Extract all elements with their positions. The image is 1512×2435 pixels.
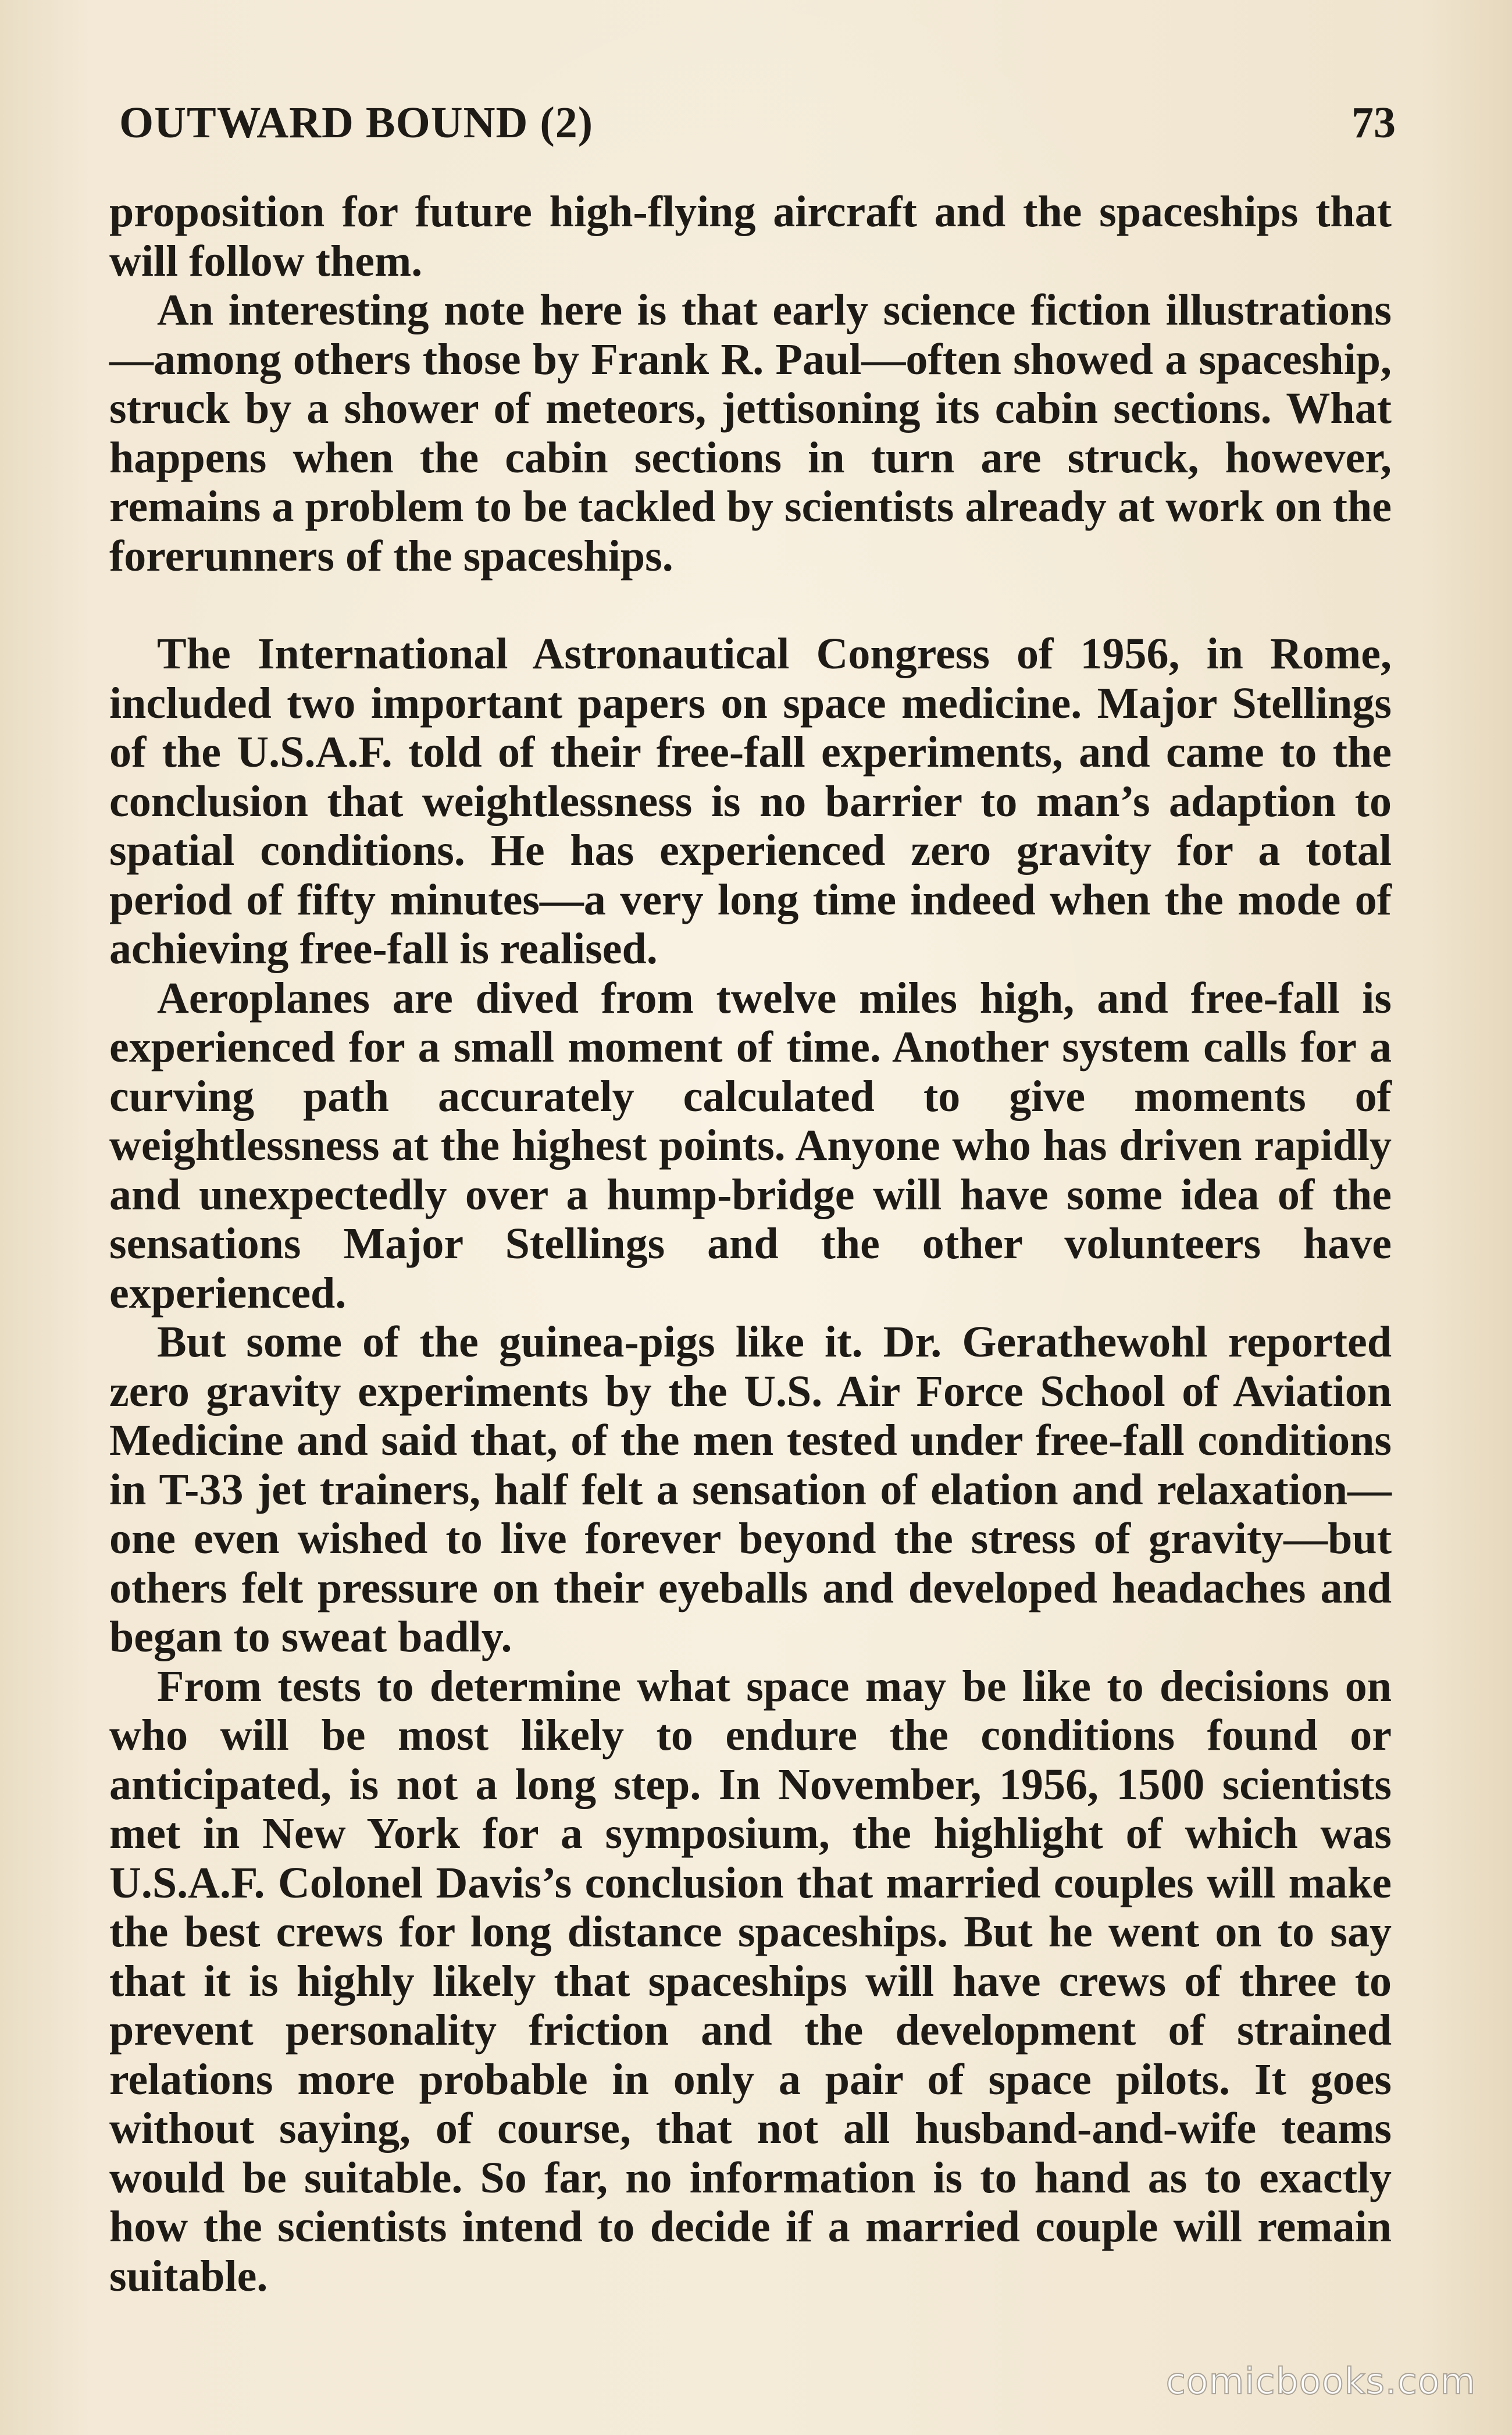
paragraph-5: But some of the guinea-pigs like it. Dr. Gerathewohl reported zero gravity experiments by the U.S. Air Force School of Aviation Medicine and said that, of the men tested under free-fall conditions in T-33 jet trainers, half felt a sensation of elation and relaxation—one even wished to live forever beyond the stress of gravity—but others felt pressure on their eyeballs and developed headaches and began to sweat badly. <box>109 1318 1392 1661</box>
body-text <box>109 187 1392 2301</box>
watermark: comicbooks.com <box>1165 2360 1476 2402</box>
paragraph-2: An interesting note here is that early science fiction illustrations—among others those by Frank R. Paul—often showed a spaceship, struck by a shower of meteors, jettisoning its cabin sections. What happens when the cabin sections in turn are struck, however, remains a problem to be tackled by scientists already at work on the forerunners of the spaceships. <box>109 286 1392 581</box>
paragraph-3: The International Astronautical Congress of 1956, in Rome, included two important papers on space medicine. Major Stellings of the U.S.A.F. told of their free-fall experiments, and came to the conclusion that weightlessness is no barrier to man’s adaption to spatial conditions. He has experienced zero gravity for a total period of fifty minutes—a very long time indeed when the mode of achieving free-fall is realised. <box>109 629 1392 973</box>
running-head: OUTWARD BOUND (2) <box>119 98 593 147</box>
paragraph-6: From tests to determine what space may be like to decisions on who will be most likely to endure the conditions found or anticipated, is not a long step. In November, 1956, 1500 scientists met in New York for a symposium, the highlight of which was U.S.A.F. Colonel Davis’s conclusion that married couples will make the best crews for long distance spaceships. But he went on to say that it is highly likely that spaceships will have crews of three to prevent personality friction and the development of strained relations more probable in only a pair of space pilots. It goes without saying, of course, that not all husband-and-wife teams would be suitable. So far, no information is to hand as to exactly how the scientists intend to decide if a married couple will remain suitable. <box>109 1661 1392 2301</box>
paragraph-4: Aeroplanes are dived from twelve miles high, and free-fall is experienced for a small moment of time. Another system calls for a curving path accurately calculated to give moments of weightlessness at the highest points. Anyone who has driven rapidly and unexpectedly over a hump-bridge will have some idea of the sensations Major Stellings and the other volunteers have experienced. <box>109 973 1392 1318</box>
page-number: 73 <box>1351 98 1396 147</box>
paragraph-1: proposition for future high-flying aircraft and the spaceships that will follow them. <box>109 187 1392 286</box>
page-header <box>119 98 1396 162</box>
